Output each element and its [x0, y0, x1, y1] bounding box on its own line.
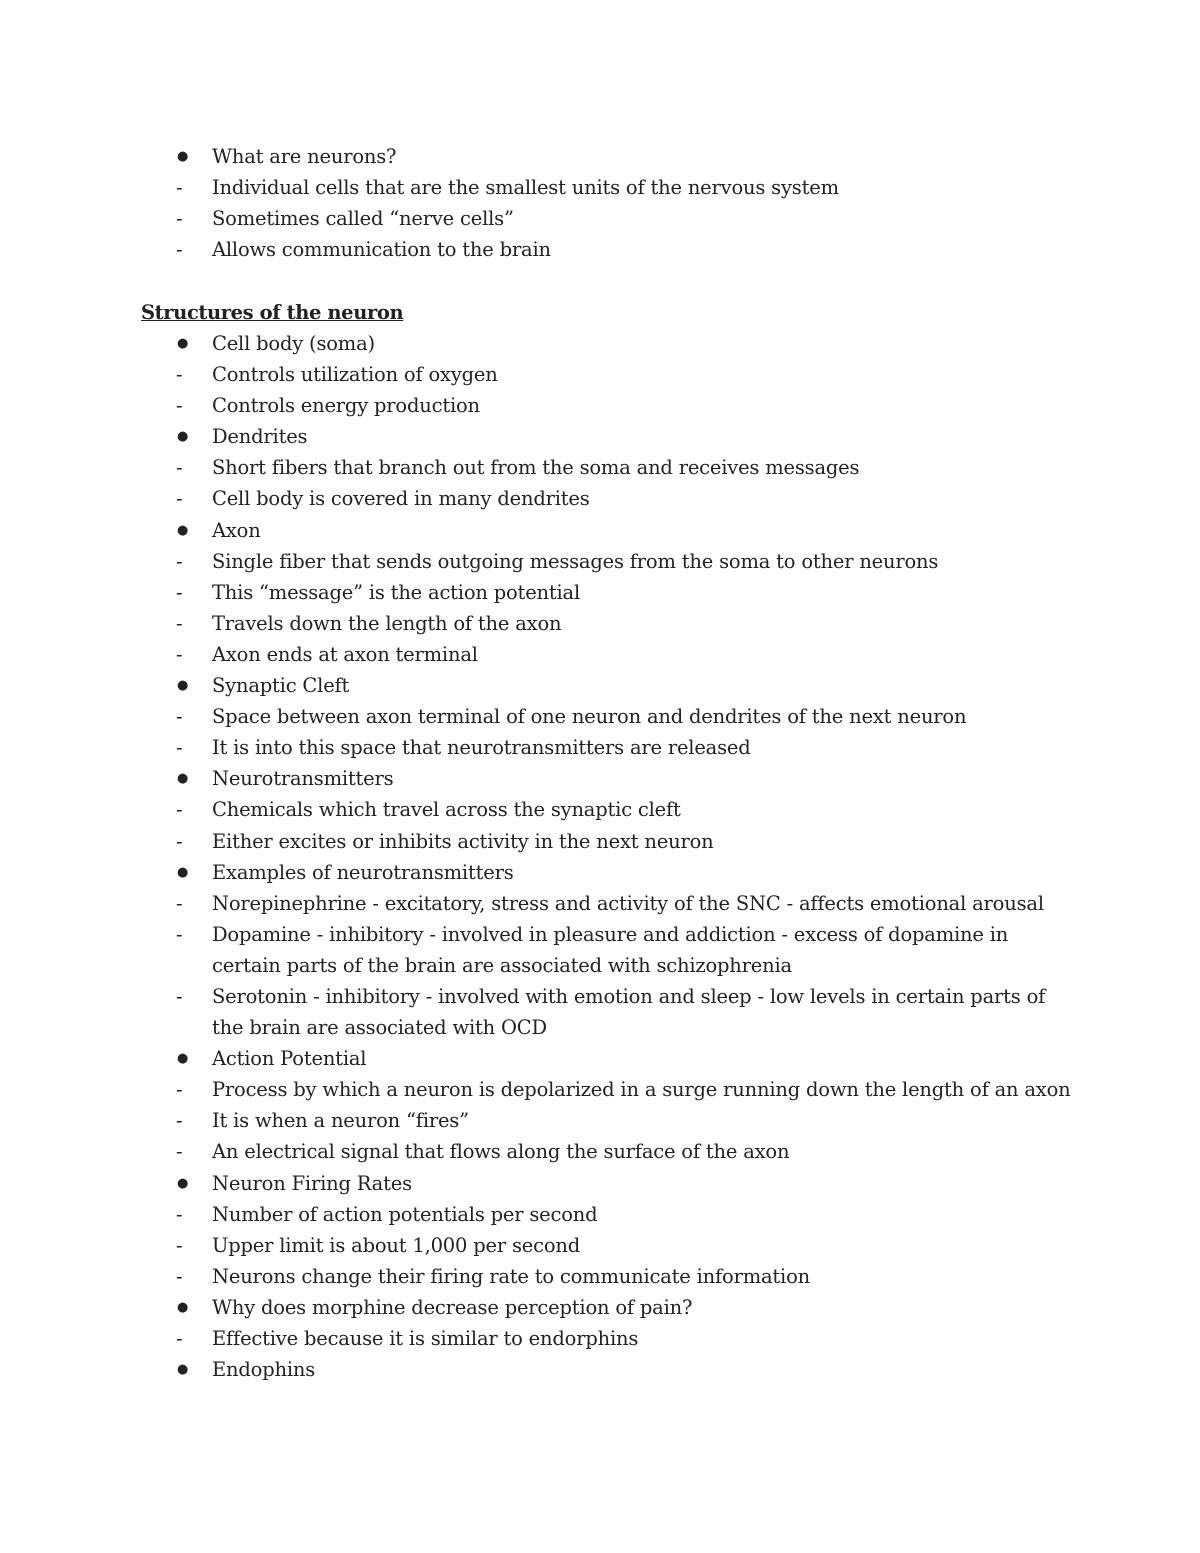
bullet-marker: ● — [177, 771, 189, 787]
bullet-item — [0, 763, 1200, 794]
dash-marker: - — [176, 1233, 183, 1257]
bullet-item — [0, 328, 1200, 359]
dash-item — [0, 1323, 1200, 1354]
dash-marker: - — [176, 829, 183, 853]
bullet-marker: ● — [177, 336, 189, 351]
dash-item — [0, 639, 1200, 670]
dash-marker: - — [176, 1327, 183, 1350]
dash-marker: - — [176, 891, 183, 915]
item-text: Why does morphine decrease perception of pain? — [212, 1295, 693, 1319]
intro-list — [0, 141, 1200, 265]
item-text: certain parts of the brain are associated with schizophrenia — [212, 953, 792, 977]
bullet-item — [0, 421, 1200, 452]
bullet-item — [0, 1354, 1200, 1385]
item-text: Endophins — [212, 1358, 316, 1382]
dash-marker: - — [176, 1078, 183, 1102]
dash-marker: - — [176, 611, 183, 635]
item-text: Process by which a neuron is depolarized in a surge running down the length of an axon — [212, 1078, 1071, 1102]
dash-item — [0, 234, 1200, 265]
dash-marker: - — [176, 549, 183, 573]
dash-marker: - — [176, 207, 183, 231]
item-text: It is when a neuron “fires” — [212, 1109, 469, 1133]
dash-item — [0, 172, 1200, 203]
structures-list — [0, 328, 1200, 1385]
item-text: the brain are associated with OCD — [212, 1016, 547, 1040]
item-text: Effective because it is similar to endorphins — [212, 1327, 639, 1350]
dash-item — [0, 577, 1200, 608]
bullet-item — [0, 141, 1200, 172]
dash-marker: - — [176, 238, 183, 262]
dash-item — [0, 483, 1200, 514]
item-text: Either excites or inhibits activity in the next neuron — [212, 829, 714, 853]
item-text: Axon — [212, 518, 261, 542]
dash-marker: - — [176, 394, 183, 418]
dash-item — [0, 608, 1200, 639]
item-text: Examples of neurotransmitters — [212, 860, 514, 884]
dash-item — [0, 732, 1200, 763]
dash-item — [0, 919, 1200, 950]
dash-item — [0, 1199, 1200, 1230]
item-text: An electrical signal that flows along the surface of the axon — [212, 1140, 790, 1164]
dash-marker: - — [176, 642, 183, 666]
dash-item — [0, 1261, 1200, 1292]
dash-item — [0, 203, 1200, 234]
item-text: This “message” is the action potential — [212, 580, 581, 604]
item-text: Cell body is covered in many dendrites — [212, 487, 590, 511]
continuation-line — [0, 950, 1200, 981]
dash-marker: - — [176, 1264, 183, 1288]
bullet-marker: ● — [177, 1362, 189, 1378]
bullet-marker: ● — [177, 522, 189, 538]
dash-item — [0, 888, 1200, 919]
bullet-item — [0, 515, 1200, 546]
continuation-line — [0, 1012, 1200, 1043]
dash-item — [0, 794, 1200, 825]
item-text: Individual cells that are the smallest units of the nervous system — [212, 176, 839, 200]
bullet-marker: ● — [177, 1175, 189, 1191]
item-text: Neurons change their firing rate to communicate information — [212, 1264, 810, 1288]
item-text: Chemicals which travel across the synaptic cleft — [212, 798, 681, 822]
bullet-marker: ● — [177, 864, 189, 880]
dash-item — [0, 701, 1200, 732]
dash-item — [0, 390, 1200, 421]
item-text: Controls energy production — [212, 394, 480, 418]
item-text: Dendrites — [212, 425, 308, 449]
item-text: Number of action potentials per second — [212, 1202, 598, 1226]
item-text: Sometimes called “nerve cells” — [212, 207, 514, 231]
bullet-item — [0, 1168, 1200, 1199]
dash-marker: - — [176, 736, 183, 760]
dash-marker: - — [176, 456, 183, 480]
dash-marker: - — [176, 1140, 183, 1164]
item-text: Space between axon terminal of one neuron and dendrites of the next neuron — [212, 705, 967, 729]
dash-marker: - — [176, 984, 183, 1008]
bullet-marker: ● — [177, 1051, 189, 1067]
item-text: Axon ends at axon terminal — [212, 642, 478, 666]
item-text: Serotonin - inhibitory - involved with emotion and sleep - low levels in certain parts of — [212, 984, 1046, 1008]
dash-marker: - — [176, 705, 183, 729]
dash-item — [0, 359, 1200, 390]
item-text: Cell body (soma) — [212, 332, 375, 355]
bullet-item — [0, 1292, 1200, 1323]
dash-item — [0, 1105, 1200, 1136]
bullet-item — [0, 1043, 1200, 1074]
item-text: What are neurons? — [212, 145, 397, 168]
dash-item — [0, 546, 1200, 577]
dash-marker: - — [176, 487, 183, 511]
item-text: Upper limit is about 1,000 per second — [212, 1233, 580, 1257]
item-text: Dopamine - inhibitory - involved in pleasure and addiction - excess of dopamine in — [212, 922, 1009, 946]
bullet-marker: ● — [177, 149, 189, 164]
item-text: Synaptic Cleft — [212, 674, 350, 698]
bullet-item — [0, 670, 1200, 701]
item-text: Action Potential — [212, 1047, 367, 1071]
bullet-marker: ● — [177, 1299, 189, 1315]
item-text: Short fibers that branch out from the soma and receives messages — [212, 456, 860, 480]
dash-marker: - — [176, 176, 183, 200]
dash-item — [0, 1074, 1200, 1105]
item-text: Allows communication to the brain — [212, 238, 551, 262]
dash-marker: - — [176, 798, 183, 822]
item-text: Neuron Firing Rates — [212, 1171, 412, 1195]
item-text: Single fiber that sends outgoing messages from the soma to other neurons — [212, 549, 939, 573]
item-text: Travels down the length of the axon — [212, 611, 562, 635]
dash-marker: - — [176, 580, 183, 604]
item-text: Controls utilization of oxygen — [212, 363, 498, 387]
dash-item — [0, 1230, 1200, 1261]
section-heading: Structures of the neuron — [141, 301, 404, 324]
dash-marker: - — [176, 922, 183, 946]
item-text: Norepinephrine - excitatory, stress and activity of the SNC - affects emotional arousal — [212, 891, 1044, 915]
bullet-item — [0, 857, 1200, 888]
dash-item — [0, 826, 1200, 857]
dash-item — [0, 981, 1200, 1012]
item-text: It is into this space that neurotransmitters are released — [212, 736, 751, 760]
bullet-marker: ● — [177, 429, 189, 445]
dash-item — [0, 452, 1200, 483]
item-text: Neurotransmitters — [212, 767, 394, 791]
dash-marker: - — [176, 1202, 183, 1226]
dash-marker: - — [176, 363, 183, 387]
dash-marker: - — [176, 1109, 183, 1133]
bullet-marker: ● — [177, 678, 189, 694]
dash-item — [0, 1136, 1200, 1167]
